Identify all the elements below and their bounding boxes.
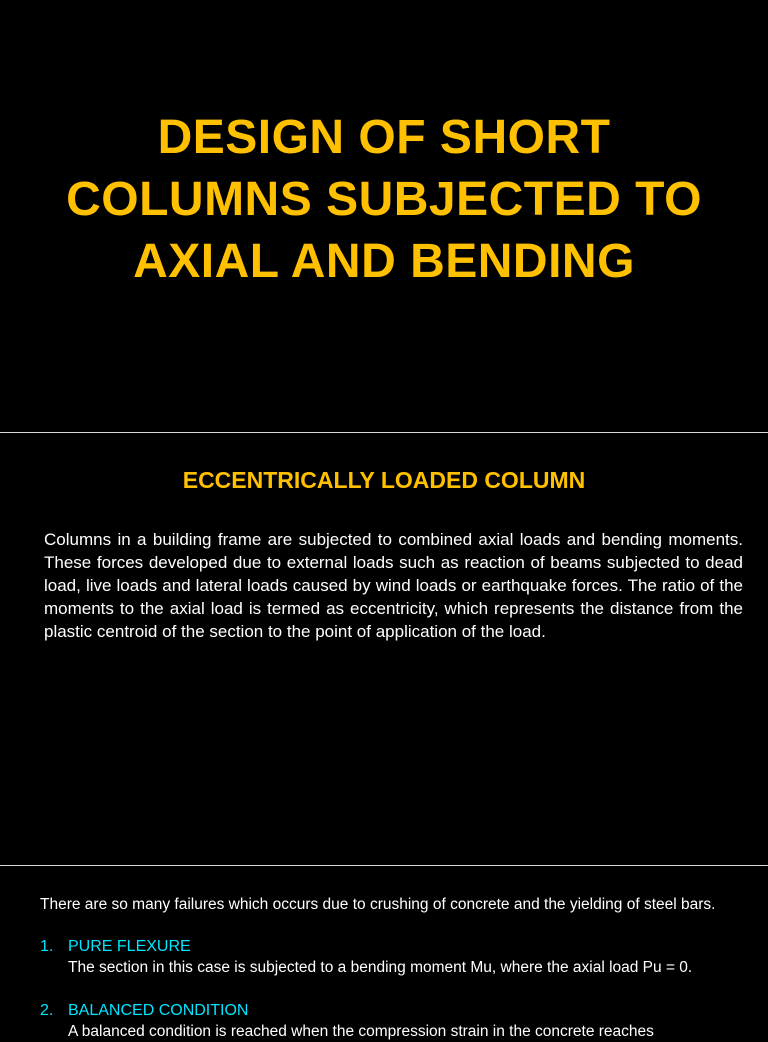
list-item-body: The section in this case is subjected to a bending moment Mu, where the axial load Pu = 0. bbox=[68, 959, 693, 976]
list-item-body: A balanced condition is reached when the compression strain in the concrete reaches bbox=[68, 1023, 654, 1040]
title-line: DESIGN OF SHORT bbox=[157, 111, 611, 164]
list-item-number: 1. bbox=[40, 938, 54, 955]
list-item-heading bbox=[40, 936, 191, 957]
list-item-title: BALANCED CONDITION bbox=[68, 1002, 249, 1019]
section-paragraph: Columns in a building frame are subjected to combined axial loads and bending moments. These forces developed due to external loads such as reaction of beams subjected to dead load, live loads and lateral loads caused by wind loads or earthquake forces. The ratio of the moments to the axial load is termed as eccentricity, which represents the distance from the plastic centroid of the section to the point of application of the load. bbox=[44, 530, 743, 641]
title-line: COLUMNS SUBJECTED TO bbox=[66, 173, 702, 226]
slide-title bbox=[20, 107, 748, 293]
list-item-number: 2. bbox=[40, 1002, 54, 1019]
list-item-title: PURE FLEXURE bbox=[68, 938, 191, 955]
failures-slide bbox=[0, 866, 768, 1040]
eccentric-column-slide bbox=[0, 433, 768, 864]
title-line: AXIAL AND BENDING bbox=[133, 235, 635, 288]
intro-text: There are so many failures which occurs due to crushing of concrete and the yielding of steel bars. bbox=[40, 896, 716, 913]
list-item-heading bbox=[40, 1000, 248, 1021]
title-slide bbox=[0, 0, 768, 431]
section-heading: ECCENTRICALLY LOADED COLUMN bbox=[182, 467, 586, 493]
